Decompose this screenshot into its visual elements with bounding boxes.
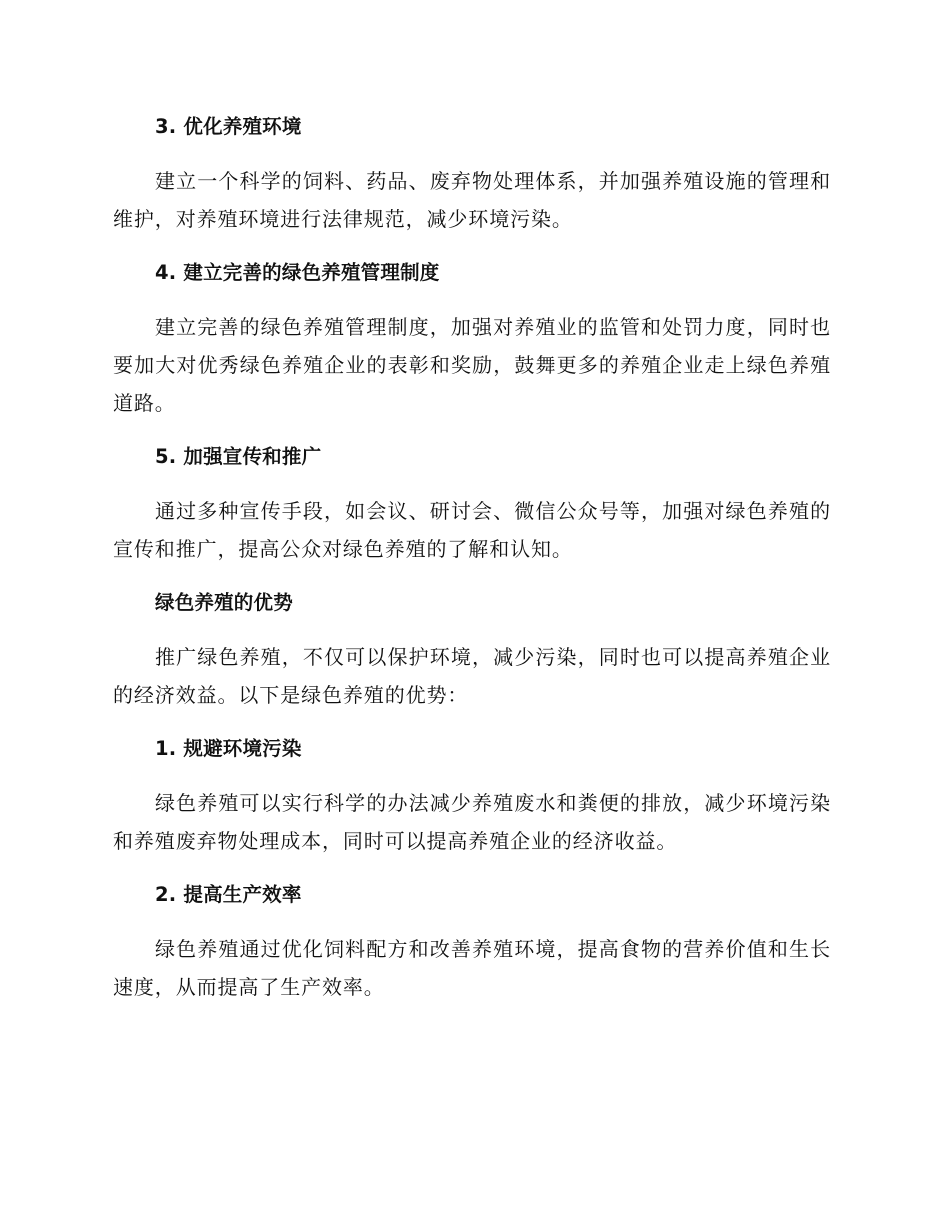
section-paragraph: 建立一个科学的饲料、药品、废弃物处理体系，并加强养殖设施的管理和维护，对养殖环境进行法律规范，减少环境污染。 <box>113 169 831 231</box>
section-paragraph: 通过多种宣传手段，如会议、研讨会、微信公众号等，加强对绿色养殖的宣传和推广，提高公众对绿色养殖的了解和认知。 <box>113 499 831 561</box>
section-heading: 1. 规避环境污染 <box>155 737 302 760</box>
section-heading: 5. 加强宣传和推广 <box>155 445 322 468</box>
section-heading: 3. 优化养殖环境 <box>155 115 302 138</box>
section-heading: 2. 提高生产效率 <box>155 883 302 906</box>
section-paragraph: 绿色养殖通过优化饲料配方和改善养殖环境，提高食物的营养价值和生长速度，从而提高了生产效率。 <box>113 937 831 999</box>
section-paragraph: 推广绿色养殖，不仅可以保护环境，减少污染，同时也可以提高养殖企业的经济效益。以下是绿色养殖的优势： <box>113 645 831 707</box>
section-heading: 4. 建立完善的绿色养殖管理制度 <box>155 261 440 284</box>
section-heading: 绿色养殖的优势 <box>155 591 293 614</box>
section-paragraph: 绿色养殖可以实行科学的办法减少养殖废水和粪便的排放，减少环境污染和养殖废弃物处理成本，同时可以提高养殖企业的经济收益。 <box>113 791 831 853</box>
section-paragraph: 建立完善的绿色养殖管理制度，加强对养殖业的监管和处罚力度，同时也要加大对优秀绿色养殖企业的表彰和奖励，鼓舞更多的养殖企业走上绿色养殖道路。 <box>113 315 831 415</box>
document-page <box>113 108 831 1006</box>
